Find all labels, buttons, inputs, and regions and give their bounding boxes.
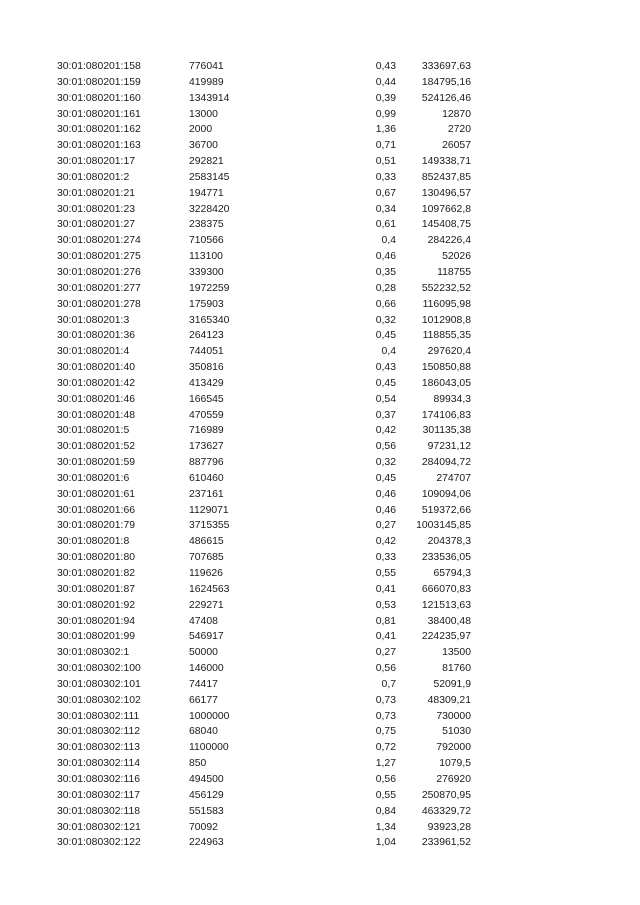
cadastral-number-cell: 30:01:080201:61 <box>57 488 136 500</box>
value-cell: 707685 <box>189 552 224 564</box>
value-cell: 744051 <box>189 346 224 358</box>
table-row <box>0 709 640 725</box>
value-cell: 175903 <box>189 298 224 310</box>
cadastral-number-cell: 30:01:080302:112 <box>57 726 141 738</box>
coefficient-cell: 0,43 <box>375 362 396 374</box>
table-row <box>0 217 640 233</box>
cadastral-number-cell: 30:01:080201:162 <box>57 124 141 136</box>
table-row <box>0 344 640 360</box>
cadastral-number-cell: 30:01:080302:113 <box>57 742 141 754</box>
result-cell: 118855,35 <box>422 330 471 342</box>
value-cell: 413429 <box>189 377 224 389</box>
value-cell: 13000 <box>189 108 218 120</box>
value-cell: 229271 <box>189 599 224 611</box>
value-cell: 74417 <box>189 678 218 690</box>
coefficient-cell: 0,66 <box>375 298 396 310</box>
cadastral-number-cell: 30:01:080201:160 <box>57 92 141 104</box>
cadastral-number-cell: 30:01:080302:101 <box>57 678 141 690</box>
coefficient-cell: 0,67 <box>375 187 396 199</box>
cadastral-number-cell: 30:01:080201:17 <box>57 156 136 168</box>
table-row <box>0 75 640 91</box>
result-cell: 26057 <box>442 140 471 152</box>
coefficient-cell: 0,56 <box>375 773 396 785</box>
cadastral-number-cell: 30:01:080201:278 <box>57 298 141 310</box>
cadastral-number-cell: 30:01:080201:36 <box>57 330 136 342</box>
value-cell: 66177 <box>189 694 218 706</box>
cadastral-number-cell: 30:01:080302:114 <box>57 758 141 770</box>
coefficient-cell: 0,51 <box>375 156 396 168</box>
table-row <box>0 518 640 534</box>
value-cell: 1100000 <box>189 742 229 754</box>
value-cell: 494500 <box>189 773 224 785</box>
table-row <box>0 756 640 772</box>
cadastral-number-cell: 30:01:080201:5 <box>57 425 130 437</box>
coefficient-cell: 0,42 <box>375 536 396 548</box>
table-row <box>0 788 640 804</box>
value-cell: 350816 <box>189 362 224 374</box>
coefficient-cell: 0,33 <box>375 171 396 183</box>
cadastral-number-cell: 30:01:080201:79 <box>57 520 136 532</box>
table-row <box>0 645 640 661</box>
cadastral-number-cell: 30:01:080201:275 <box>57 251 141 263</box>
result-cell: 666070,83 <box>421 583 471 595</box>
coefficient-cell: 0,27 <box>375 647 396 659</box>
cadastral-number-cell: 30:01:080201:82 <box>57 568 136 579</box>
value-cell: 887796 <box>189 457 224 469</box>
coefficient-cell: 0,7 <box>381 678 396 690</box>
result-cell: 118755 <box>437 266 471 278</box>
result-cell: 150850,88 <box>421 362 471 374</box>
data-table <box>0 59 640 851</box>
coefficient-cell: 1,36 <box>375 124 396 136</box>
result-cell: 1012908,8 <box>421 314 471 326</box>
coefficient-cell: 0,73 <box>375 710 396 722</box>
cadastral-number-cell: 30:01:080201:161 <box>57 108 141 120</box>
result-cell: 301135,38 <box>422 425 471 437</box>
value-cell: 551583 <box>189 805 224 817</box>
table-row <box>0 138 640 154</box>
cadastral-number-cell: 30:01:080302:111 <box>57 710 140 722</box>
table-row <box>0 202 640 218</box>
result-cell: 184795,16 <box>421 76 471 88</box>
value-cell: 610460 <box>189 472 224 484</box>
value-cell: 237161 <box>189 488 224 500</box>
value-cell: 710566 <box>189 235 224 247</box>
cadastral-number-cell: 30:01:080201:27 <box>57 219 136 231</box>
result-cell: 1079,5 <box>439 758 471 770</box>
result-cell: 186043,05 <box>421 377 471 389</box>
value-cell: 546917 <box>189 631 224 643</box>
coefficient-cell: 0,55 <box>375 568 396 579</box>
table-row <box>0 487 640 503</box>
cadastral-number-cell: 30:01:080302:100 <box>57 663 141 675</box>
value-cell: 224963 <box>189 837 224 849</box>
coefficient-cell: 0,46 <box>375 488 396 500</box>
cadastral-number-cell: 30:01:080201:277 <box>57 282 141 294</box>
coefficient-cell: 1,27 <box>375 758 396 770</box>
value-cell: 456129 <box>189 789 224 801</box>
result-cell: 48309,21 <box>427 694 471 706</box>
value-cell: 292821 <box>189 156 224 168</box>
coefficient-cell: 0,33 <box>375 552 396 564</box>
result-cell: 149338,71 <box>421 156 471 168</box>
cadastral-number-cell: 30:01:080201:274 <box>57 235 141 247</box>
table-row <box>0 392 640 408</box>
table-row <box>0 439 640 455</box>
cadastral-number-cell: 30:01:080201:80 <box>57 552 136 564</box>
result-cell: 284226,4 <box>427 235 471 247</box>
coefficient-cell: 0,44 <box>375 76 396 88</box>
coefficient-cell: 0,43 <box>375 61 396 72</box>
value-cell: 470559 <box>189 409 224 421</box>
cadastral-number-cell: 30:01:080201:4 <box>57 346 130 358</box>
table-row <box>0 724 640 740</box>
value-cell: 1000000 <box>189 710 230 722</box>
table-row <box>0 534 640 550</box>
result-cell: 81760 <box>442 663 471 675</box>
result-cell: 12870 <box>442 108 471 120</box>
value-cell: 419989 <box>189 76 224 88</box>
value-cell: 47408 <box>189 615 218 627</box>
coefficient-cell: 0,37 <box>375 409 396 421</box>
cadastral-number-cell: 30:01:080201:92 <box>57 599 136 611</box>
coefficient-cell: 0,42 <box>375 425 396 437</box>
table-row <box>0 233 640 249</box>
table-row <box>0 122 640 138</box>
result-cell: 97231,12 <box>427 441 471 453</box>
table-row <box>0 566 640 582</box>
result-cell: 233961,52 <box>421 837 471 849</box>
cadastral-number-cell: 30:01:080201:158 <box>57 61 141 72</box>
value-cell: 238375 <box>189 219 224 231</box>
coefficient-cell: 0,45 <box>375 330 396 342</box>
value-cell: 264123 <box>189 330 224 342</box>
coefficient-cell: 0,45 <box>375 377 396 389</box>
cadastral-number-cell: 30:01:080302:121 <box>57 821 141 833</box>
cadastral-number-cell: 30:01:080201:94 <box>57 615 136 627</box>
table-row <box>0 503 640 519</box>
table-row <box>0 408 640 424</box>
value-cell: 1129071 <box>189 504 229 516</box>
value-cell: 3165340 <box>189 314 230 326</box>
result-cell: 145408,75 <box>421 219 471 231</box>
coefficient-cell: 0,41 <box>375 583 396 595</box>
value-cell: 50000 <box>189 647 218 659</box>
cadastral-number-cell: 30:01:080201:6 <box>57 472 130 484</box>
coefficient-cell: 0,75 <box>375 726 396 738</box>
cadastral-number-cell: 30:01:080302:122 <box>57 837 141 849</box>
value-cell: 36700 <box>189 140 218 152</box>
result-cell: 524126,46 <box>421 92 471 104</box>
cadastral-number-cell: 30:01:080302:1 <box>57 647 130 659</box>
value-cell: 486615 <box>189 536 224 548</box>
result-cell: 730000 <box>436 710 471 722</box>
result-cell: 233536,05 <box>421 552 471 564</box>
value-cell: 1972259 <box>189 282 230 294</box>
result-cell: 276920 <box>436 773 471 785</box>
table-row <box>0 598 640 614</box>
table-row <box>0 265 640 281</box>
result-cell: 93923,28 <box>427 821 471 833</box>
table-row <box>0 455 640 471</box>
cadastral-number-cell: 30:01:080201:8 <box>57 536 130 548</box>
table-row <box>0 471 640 487</box>
coefficient-cell: 1,04 <box>375 837 396 849</box>
result-cell: 65794,3 <box>433 568 471 579</box>
table-row <box>0 629 640 645</box>
coefficient-cell: 0,4 <box>381 346 396 358</box>
result-cell: 51030 <box>442 726 471 738</box>
cadastral-number-cell: 30:01:080201:163 <box>57 140 141 152</box>
cadastral-number-cell: 30:01:080302:102 <box>57 694 141 706</box>
coefficient-cell: 0,71 <box>375 140 396 152</box>
result-cell: 297620,4 <box>427 346 471 358</box>
result-cell: 130496,57 <box>421 187 471 199</box>
cadastral-number-cell: 30:01:080201:99 <box>57 631 136 643</box>
cadastral-number-cell: 30:01:080302:117 <box>57 789 141 801</box>
table-row <box>0 661 640 677</box>
result-cell: 463329,72 <box>421 805 471 817</box>
table-row <box>0 249 640 265</box>
result-cell: 2720 <box>447 124 471 136</box>
table-row <box>0 614 640 630</box>
table-row <box>0 170 640 186</box>
coefficient-cell: 0,81 <box>375 615 396 627</box>
table-row <box>0 582 640 598</box>
table-row <box>0 313 640 329</box>
cadastral-number-cell: 30:01:080201:21 <box>57 187 136 199</box>
cadastral-number-cell: 30:01:080201:48 <box>57 409 136 421</box>
result-cell: 792000 <box>436 742 471 754</box>
cadastral-number-cell: 30:01:080201:42 <box>57 377 136 389</box>
value-cell: 113100 <box>189 251 223 263</box>
value-cell: 3715355 <box>189 520 230 532</box>
table-row <box>0 550 640 566</box>
coefficient-cell: 1,34 <box>375 821 396 833</box>
table-row <box>0 186 640 202</box>
coefficient-cell: 0,73 <box>375 694 396 706</box>
coefficient-cell: 0,27 <box>375 520 396 532</box>
result-cell: 519372,66 <box>421 504 471 516</box>
table-row <box>0 740 640 756</box>
cadastral-number-cell: 30:01:080201:66 <box>57 504 136 516</box>
coefficient-cell: 0,53 <box>375 599 396 611</box>
coefficient-cell: 0,34 <box>375 203 396 215</box>
table-row <box>0 297 640 313</box>
result-cell: 333697,63 <box>421 61 471 72</box>
coefficient-cell: 0,99 <box>375 108 396 120</box>
coefficient-cell: 0,56 <box>375 441 396 453</box>
value-cell: 850 <box>189 758 207 770</box>
table-row <box>0 693 640 709</box>
cadastral-number-cell: 30:01:080302:118 <box>57 805 141 817</box>
result-cell: 52026 <box>442 251 471 263</box>
coefficient-cell: 0,61 <box>375 219 396 231</box>
value-cell: 70092 <box>189 821 218 833</box>
value-cell: 2583145 <box>189 171 230 183</box>
table-row <box>0 804 640 820</box>
value-cell: 119626 <box>189 568 223 579</box>
value-cell: 339300 <box>189 266 224 278</box>
cadastral-number-cell: 30:01:080201:276 <box>57 266 141 278</box>
cadastral-number-cell: 30:01:080201:40 <box>57 362 136 374</box>
coefficient-cell: 0,41 <box>375 631 396 643</box>
coefficient-cell: 0,84 <box>375 805 396 817</box>
table-row <box>0 281 640 297</box>
coefficient-cell: 0,54 <box>375 393 396 405</box>
cadastral-number-cell: 30:01:080201:3 <box>57 314 130 326</box>
table-row <box>0 154 640 170</box>
coefficient-cell: 0,35 <box>375 266 396 278</box>
coefficient-cell: 0,39 <box>375 92 396 104</box>
table-row <box>0 423 640 439</box>
table-row <box>0 360 640 376</box>
table-row <box>0 820 640 836</box>
table-row <box>0 772 640 788</box>
table-row <box>0 59 640 75</box>
table-row <box>0 376 640 392</box>
coefficient-cell: 0,32 <box>375 314 396 326</box>
cadastral-number-cell: 30:01:080201:59 <box>57 457 136 469</box>
table-row <box>0 107 640 123</box>
cadastral-number-cell: 30:01:080201:46 <box>57 393 136 405</box>
result-cell: 109094,06 <box>421 488 471 500</box>
value-cell: 173627 <box>189 441 224 453</box>
value-cell: 166545 <box>189 393 224 405</box>
result-cell: 13500 <box>442 647 471 659</box>
table-row <box>0 677 640 693</box>
result-cell: 852437,85 <box>421 171 471 183</box>
result-cell: 250870,95 <box>421 789 471 801</box>
cadastral-number-cell: 30:01:080201:2 <box>57 171 130 183</box>
result-cell: 38400,48 <box>427 615 471 627</box>
coefficient-cell: 0,46 <box>375 504 396 516</box>
value-cell: 1624563 <box>189 583 230 595</box>
cadastral-number-cell: 30:01:080302:116 <box>57 773 141 785</box>
value-cell: 716989 <box>189 425 224 437</box>
result-cell: 89934,3 <box>433 393 471 405</box>
value-cell: 68040 <box>189 726 218 738</box>
cadastral-number-cell: 30:01:080201:159 <box>57 76 141 88</box>
result-cell: 52091,9 <box>433 678 471 690</box>
value-cell: 3228420 <box>189 203 230 215</box>
value-cell: 1343914 <box>189 92 230 104</box>
result-cell: 274707 <box>436 472 471 484</box>
coefficient-cell: 0,4 <box>381 235 396 247</box>
table-row <box>0 835 640 851</box>
value-cell: 194771 <box>189 187 224 199</box>
coefficient-cell: 0,72 <box>375 742 396 754</box>
coefficient-cell: 0,45 <box>375 472 396 484</box>
result-cell: 121513,63 <box>421 599 471 611</box>
result-cell: 1097662,8 <box>421 203 471 215</box>
result-cell: 1003145,85 <box>416 520 471 532</box>
coefficient-cell: 0,46 <box>375 251 396 263</box>
result-cell: 224235,97 <box>421 631 471 643</box>
coefficient-cell: 0,56 <box>375 663 396 675</box>
result-cell: 116095,98 <box>422 298 471 310</box>
result-cell: 174106,83 <box>421 409 471 421</box>
table-row <box>0 328 640 344</box>
result-cell: 284094,72 <box>421 457 471 469</box>
value-cell: 146000 <box>189 663 224 675</box>
coefficient-cell: 0,55 <box>375 789 396 801</box>
table-row <box>0 91 640 107</box>
coefficient-cell: 0,32 <box>375 457 396 469</box>
value-cell: 2000 <box>189 124 213 136</box>
result-cell: 552232,52 <box>421 282 471 294</box>
value-cell: 776041 <box>189 61 224 72</box>
result-cell: 204378,3 <box>427 536 471 548</box>
cadastral-number-cell: 30:01:080201:52 <box>57 441 136 453</box>
cadastral-number-cell: 30:01:080201:87 <box>57 583 136 595</box>
cadastral-number-cell: 30:01:080201:23 <box>57 203 136 215</box>
coefficient-cell: 0,28 <box>375 282 396 294</box>
